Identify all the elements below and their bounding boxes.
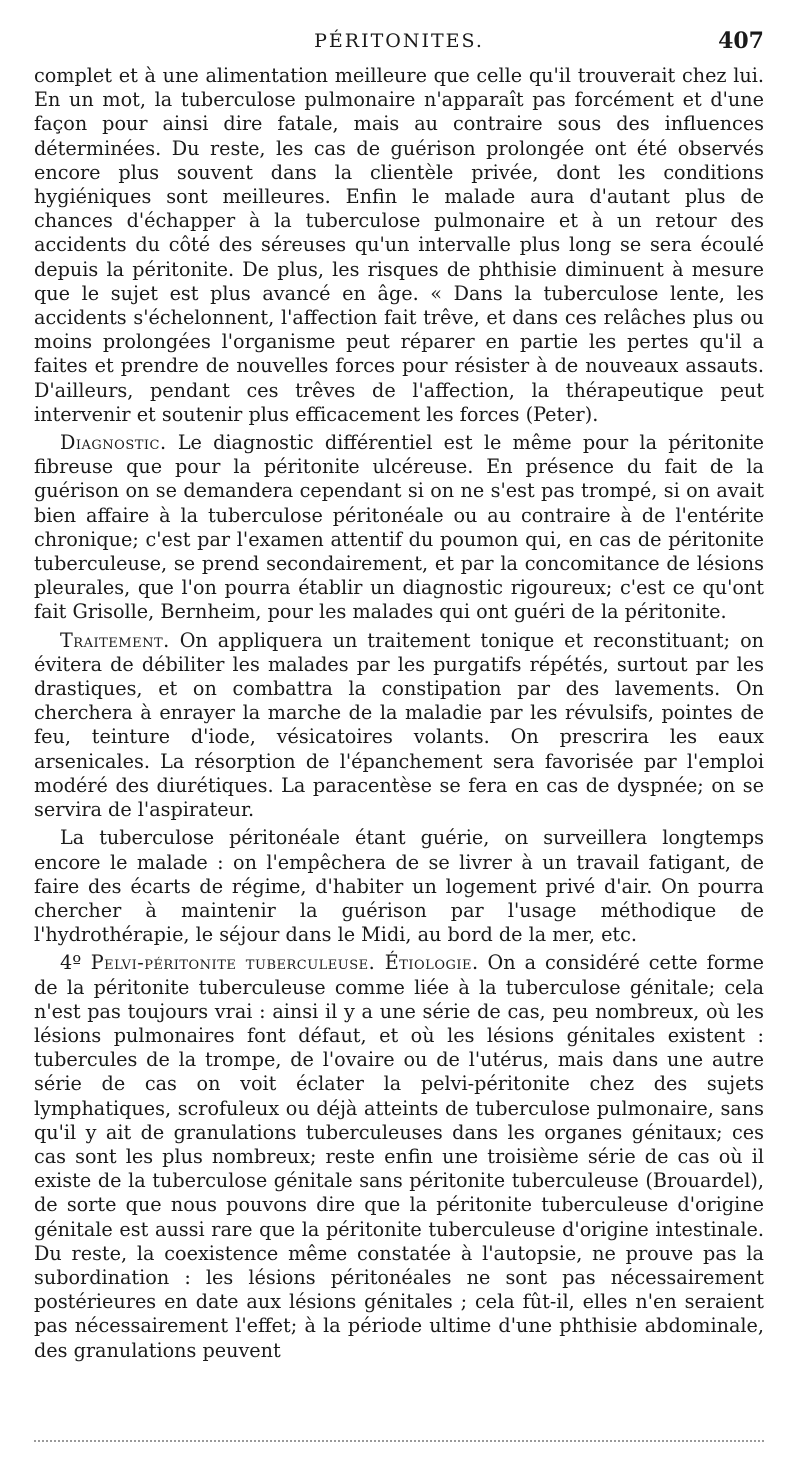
section-number: 4º — [60, 951, 82, 975]
paragraph-surveillance — [34, 826, 764, 947]
paragraph-text: La tuberculose péritonéale étant guérie, on surveillera longtemps encore le malade : on l'empêchera de se livrer à un travail fatigant, de faire des écarts de régime, d'habiter un logement privé d'air. On pourra chercher à maintenir la guérison par l'usage méthodique de l'hydrothérapie, le séjour dans le Midi, au bord de la mer, etc. — [34, 826, 764, 947]
section-heading-pelvi-peritonite: Pelvi-péritonite tuberculeuse. — [81, 951, 376, 975]
paragraph-pelvi-peritonite — [34, 951, 764, 1362]
paragraph-traitement — [34, 629, 764, 823]
bottom-bleed-through-line — [34, 1440, 764, 1450]
paragraph-continuation — [34, 64, 764, 427]
subsection-heading-etiologie: Étiologie. — [375, 951, 479, 975]
paragraph-diagnostic — [34, 431, 764, 625]
section-heading-diagnostic: Diagnostic. — [60, 431, 167, 455]
running-title: PÉRITONITES. — [314, 30, 484, 52]
paragraph-text: complet et à une alimentation meilleure que celle qu'il trouverait chez lui. En un mot, la tuberculose pulmonaire n'apparaît pas forcément et d'une façon pour ainsi dire fatale, mais au contraire sous des influences déterminées. Du reste, les cas de guérison prolongée ont été observés encore plus souvent dans la clientèle privée, dont les conditions hygiéniques sont meilleures. Enfin le malade aura d'autant plus de chances d'échapper à la tuberculose pulmonaire et à un retour des accidents du côté des séreuses qu'un intervalle plus long se sera écoulé depuis la péritonite. De plus, les risques de phthisie diminuent à mesure que le sujet est plus avancé en âge. « Dans la tuberculose lente, les accidents s'échelonnent, l'affection fait trêve, et dans ces relâches plus ou moins prolongées l'organisme peut réparer en partie les pertes qu'il a faites et prendre de nouvelles forces pour résister à de nouveaux assauts. D'ailleurs, pendant ces trêves de l'affection, la thérapeutique peut intervenir et soutenir plus efficacement les forces (Peter). — [34, 64, 764, 426]
paragraph-text: On appliquera un traitement tonique et reconstituant; on évitera de débiliter les malades par les purgatifs répétés, surtout par les drastiques, et on combattra la constipation par des lavements. On cherchera à enrayer la marche de la maladie par les révulsifs, pointes de feu, teinture d'iode, vésicatoires volants. On prescrira les eaux arsenicales. La résorption de l'épanchement sera favorisée par l'emploi modéré des diurétiques. La paracentèse se fera en cas de dyspnée; on se servira de l'aspirateur. — [34, 628, 764, 822]
paragraph-text: On a considéré cette forme de la péritonite tuberculeuse comme liée à la tuberculose génitale; cela n'est pas toujours vrai : ainsi il y a une série de cas, peu nombreux, où les lésions pulmonaires font défaut, et où les lésions génitales existent : tubercules de la trompe, de l'ovaire ou de l'utérus, mais dans une autre série de cas on voit éclater la pelvi-péritonite chez des sujets lymphatiques, scrofuleux ou déjà atteints de tuberculose pulmonaire, sans qu'il y ait de granulations tuberculeuses dans les organes génitaux; ces cas sont les plus nombreux; reste enfin une troisième série de cas où il existe de la tuberculose génitale sans péritonite tuberculeuse (Brouardel), de sorte que nous pouvons dire que la péritonite tuberculeuse d'origine génitale est aussi rare que la péritonite tuberculeuse d'origine intestinale. Du reste, la coexistence même constatée à l'autopsie, ne prouve pas la subordination : les lésions péritonéales ne sont pas nécessairement postérieures en date aux lésions génitales ; cela fût-il, elles n'en seraient pas nécessairement l'effet; à la période ultime d'une phthisie abdominale, des granulations peuvent — [34, 951, 764, 1362]
section-heading-traitement: Traitement. — [60, 628, 170, 652]
page-header — [34, 28, 764, 58]
page-body — [34, 64, 764, 1363]
page-number: 407 — [718, 28, 764, 54]
paragraph-text: Le diagnostic différentiel est le même pour la péritonite fibreuse que pour la péritonite ulcéreuse. En présence du fait de la guérison on se demandera cependant si on ne s'est pas trompé, si on avait bien affaire à la tuberculose péritonéale ou au contraire à de l'entérite chronique; c'est par l'examen attentif du poumon qui, en cas de péritonite tuberculeuse, se prend secondairement, et par la concomitance de lésions pleurales, que l'on pourra établir un diagnostic rigoureux; c'est ce qu'ont fait Grisolle, Bernheim, pour les malades qui ont guéri de la péritonite. — [34, 431, 764, 624]
